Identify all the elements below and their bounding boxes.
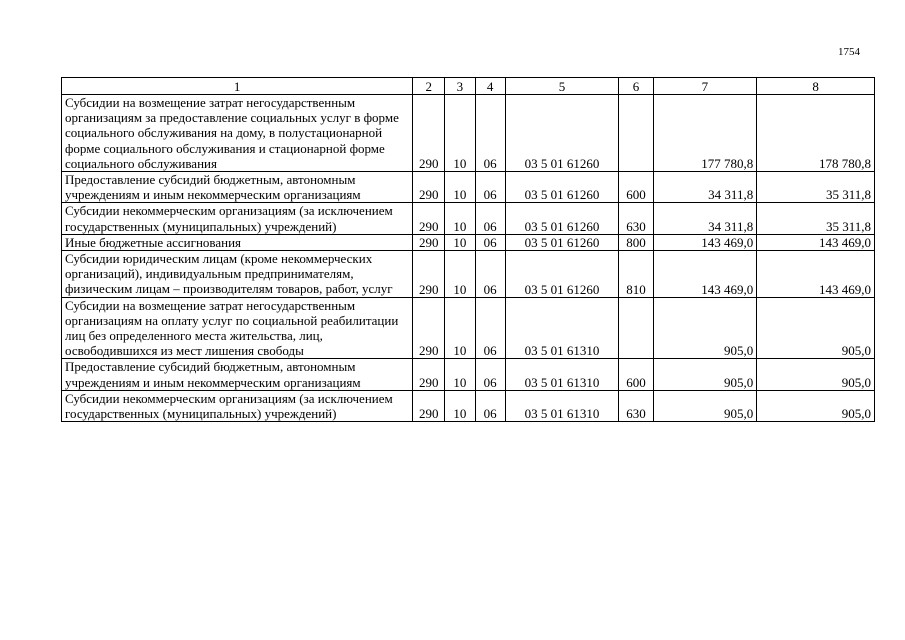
row-code-2: 290 [413,297,445,359]
row-code-3: 10 [445,95,475,172]
table-row [62,95,875,172]
row-code-5: 03 5 01 61310 [505,390,619,421]
table-row [62,297,875,359]
row-amount-7: 143 469,0 [653,234,757,250]
row-amount-8: 905,0 [757,390,875,421]
row-amount-8: 143 469,0 [757,251,875,298]
row-name: Предоставление субсидий бюджетным, автономным учреждениям и иным некоммерческим организациям [62,172,413,203]
row-name: Субсидии юридическим лицам (кроме некоммерческих организаций), индивидуальным предпринимателям, физическим лицам – производителям товаров, работ, услуг [62,251,413,298]
header-cell-4: 4 [475,78,505,95]
row-code-5: 03 5 01 61260 [505,203,619,234]
row-code-2: 290 [413,390,445,421]
row-name: Субсидии на возмещение затрат негосударственным организациям на оплату услуг по социальной реабилитации лиц без определенного места жительства, лиц, освободившихся из мест лишения свободы [62,297,413,359]
row-amount-8: 35 311,8 [757,172,875,203]
row-code-3: 10 [445,390,475,421]
row-code-6: 800 [619,234,653,250]
row-code-6: 600 [619,359,653,390]
row-code-3: 10 [445,203,475,234]
row-code-5: 03 5 01 61310 [505,359,619,390]
header-cell-3: 3 [445,78,475,95]
row-amount-7: 34 311,8 [653,172,757,203]
table-row [62,390,875,421]
row-amount-7: 905,0 [653,297,757,359]
row-amount-7: 905,0 [653,390,757,421]
row-code-4: 06 [475,234,505,250]
row-code-2: 290 [413,172,445,203]
row-code-4: 06 [475,172,505,203]
row-code-5: 03 5 01 61260 [505,234,619,250]
row-amount-8: 905,0 [757,297,875,359]
row-amount-8: 143 469,0 [757,234,875,250]
row-name: Предоставление субсидий бюджетным, автономным учреждениям и иным некоммерческим организациям [62,359,413,390]
row-code-5: 03 5 01 61260 [505,251,619,298]
row-code-3: 10 [445,251,475,298]
row-code-2: 290 [413,234,445,250]
row-code-2: 290 [413,203,445,234]
row-code-6 [619,297,653,359]
row-amount-7: 905,0 [653,359,757,390]
row-name: Субсидии некоммерческим организациям (за исключением государственных (муниципальных) учреждений) [62,390,413,421]
row-code-2: 290 [413,359,445,390]
row-code-2: 290 [413,251,445,298]
header-cell-2: 2 [413,78,445,95]
row-name: Субсидии на возмещение затрат негосударственным организациям за предоставление социальных услуг в форме социального обслуживания на дому, в полустационарной форме социального обслуживания и стационарной форме социального обслуживания [62,95,413,172]
row-amount-7: 143 469,0 [653,251,757,298]
table-row [62,234,875,250]
row-amount-7: 177 780,8 [653,95,757,172]
row-code-4: 06 [475,95,505,172]
row-code-4: 06 [475,203,505,234]
table-row [62,203,875,234]
header-cell-8: 8 [757,78,875,95]
row-code-6: 630 [619,203,653,234]
row-code-5: 03 5 01 61310 [505,297,619,359]
table-header-row [62,78,875,95]
header-cell-5: 5 [505,78,619,95]
row-name: Иные бюджетные ассигнования [62,234,413,250]
row-name: Субсидии некоммерческим организациям (за исключением государственных (муниципальных) учреждений) [62,203,413,234]
table-row [62,359,875,390]
row-code-3: 10 [445,359,475,390]
row-code-4: 06 [475,359,505,390]
row-code-3: 10 [445,234,475,250]
row-amount-8: 905,0 [757,359,875,390]
row-amount-8: 35 311,8 [757,203,875,234]
row-code-4: 06 [475,390,505,421]
row-code-3: 10 [445,297,475,359]
header-cell-7: 7 [653,78,757,95]
row-code-5: 03 5 01 61260 [505,172,619,203]
row-code-5: 03 5 01 61260 [505,95,619,172]
row-code-4: 06 [475,251,505,298]
row-code-6: 810 [619,251,653,298]
table-row [62,251,875,298]
row-code-3: 10 [445,172,475,203]
row-code-4: 06 [475,297,505,359]
table-row [62,172,875,203]
row-code-6: 630 [619,390,653,421]
budget-table [61,77,875,422]
header-cell-6: 6 [619,78,653,95]
row-amount-7: 34 311,8 [653,203,757,234]
page-number: 1754 [838,46,860,58]
row-code-6 [619,95,653,172]
row-code-6: 600 [619,172,653,203]
row-amount-8: 178 780,8 [757,95,875,172]
header-cell-1: 1 [62,78,413,95]
row-code-2: 290 [413,95,445,172]
